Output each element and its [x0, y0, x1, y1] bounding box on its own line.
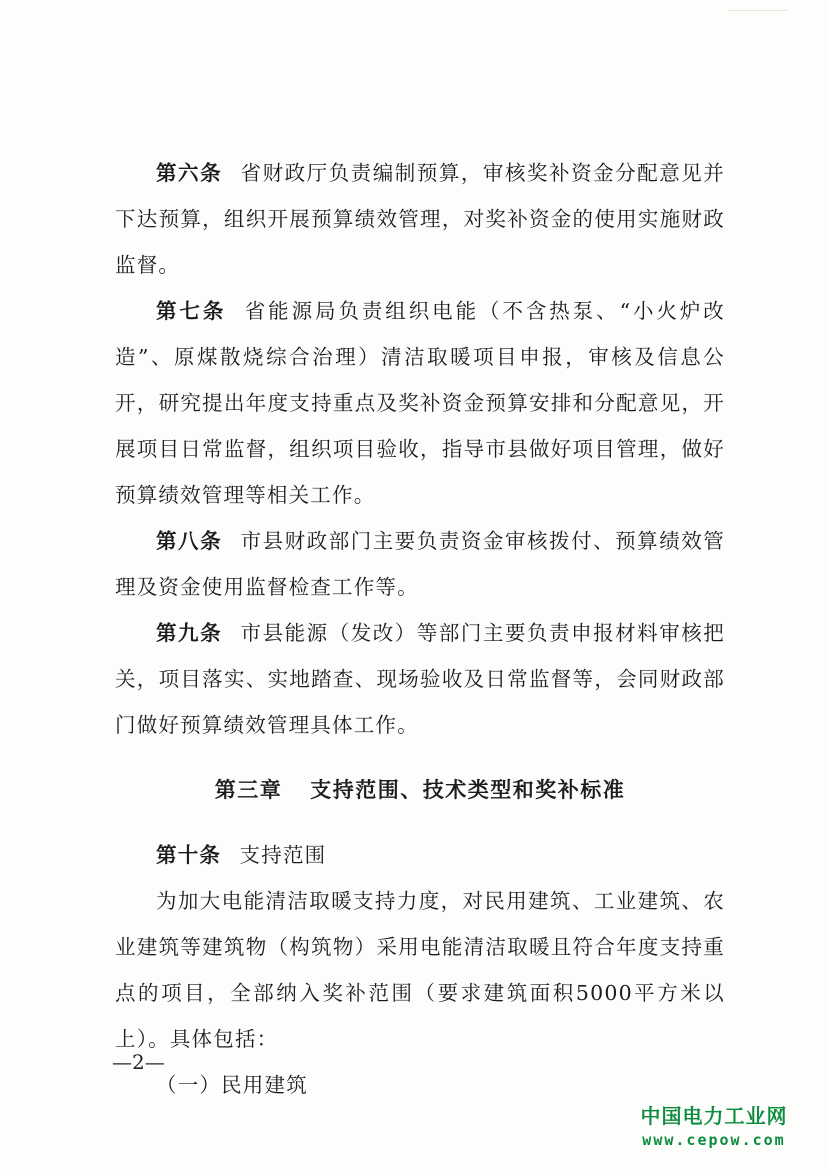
article-8 [115, 518, 725, 610]
chapter-title: 支持范围、技术类型和奖补标准 [310, 778, 626, 802]
site-watermark [614, 1100, 814, 1149]
article-7-label: 第七条 [156, 299, 227, 323]
article-10-heading [115, 832, 725, 878]
page-number: —2— [112, 1050, 165, 1074]
article-6-label: 第六条 [156, 161, 223, 185]
article-9 [115, 610, 725, 748]
article-6 [115, 150, 725, 288]
article-6-text: 省财政厅负责编制预算，审核奖补资金分配意见并下达预算，组织开展预算绩效管理，对奖补资金的使用实施财政监督。 [115, 161, 725, 277]
document-body [115, 150, 725, 1108]
scan-artifact [728, 10, 788, 17]
article-7 [115, 288, 725, 518]
article-10-title: 支持范围 [239, 843, 327, 867]
article-8-text: 市县财政部门主要负责资金审核拨付、预算绩效管理及资金使用监督检查工作等。 [115, 529, 725, 599]
article-8-label: 第八条 [156, 529, 223, 553]
article-10-body: 为加大电能清洁取暖支持力度，对民用建筑、工业建筑、农业建筑等建筑物（构筑物）采用电能清洁取暖且符合年度支持重点的项目，全部纳入奖补范围（要求建筑面积5000平方米以上）。具体包括： [115, 889, 725, 1051]
article-9-text: 市县能源（发改）等部门主要负责申报材料审核把关，项目落实、实地踏查、现场验收及日常监督等，会同财政部门做好预算绩效管理具体工作。 [115, 621, 725, 737]
watermark-site-url: www.cepow.com [642, 1131, 786, 1149]
watermark-site-name: 中国电力工业网 [640, 1104, 788, 1128]
article-7-text: 省能源局负责组织电能（不含热泵、“小火炉改造”、原煤散烧综合治理）清洁取暖项目申报，审核及信息公开，研究提出年度支持重点及奖补资金预算安排和分配意见，开展项目日常监督，组织项目验收，指导市县做好项目管理，做好预算绩效管理等相关工作。 [115, 299, 725, 507]
chapter-number: 第三章 [214, 778, 283, 802]
chapter-heading [115, 768, 725, 812]
article-10-item-1: （一）民用建筑 [156, 1073, 308, 1097]
article-10-label: 第十条 [156, 843, 222, 867]
article-9-label: 第九条 [156, 621, 223, 645]
